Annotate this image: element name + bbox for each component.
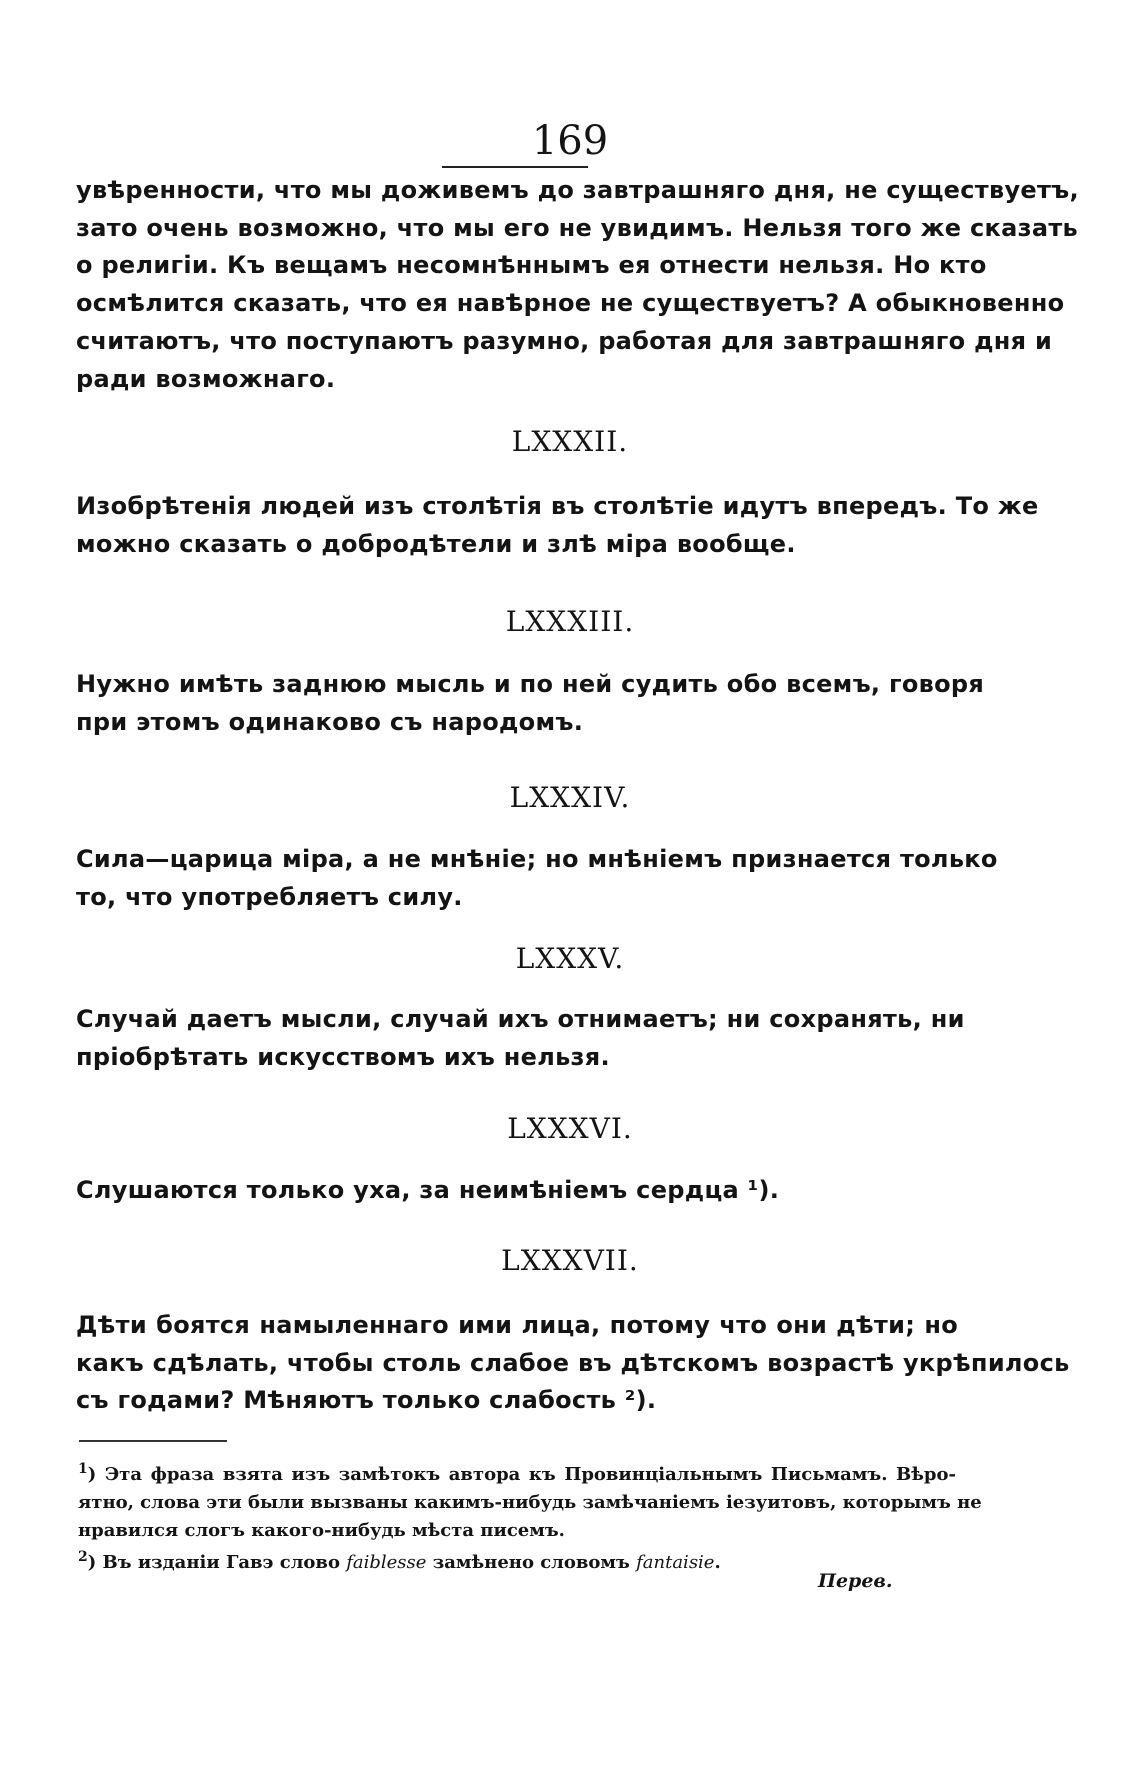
text-line: осмѣлится сказать, что ея навѣрное не существуетъ? А обыкновенно xyxy=(76,289,1065,318)
section-paragraph xyxy=(76,841,998,916)
footnote-line xyxy=(78,1455,956,1489)
section-heading: LXXXII. xyxy=(511,425,629,458)
footnote-rule xyxy=(79,1440,227,1442)
section-paragraph xyxy=(76,1001,965,1076)
footnote-marker: 1 xyxy=(78,1461,88,1477)
footnote-text: замѣнено словомъ xyxy=(426,1552,637,1573)
section-paragraph xyxy=(76,1172,958,1210)
footnote-italic-word: faiblesse xyxy=(346,1552,427,1573)
text-line: Слушаются только уха, за неимѣніемъ сердца ¹). xyxy=(76,1176,780,1204)
text-line: Сила—царица міра, а не мнѣніе; но мнѣніемъ признается только xyxy=(76,845,998,873)
text-line: зато очень возможно, что мы его не увидимъ. Нельзя того же сказать xyxy=(76,213,1079,242)
text-line: считаютъ, что поступаютъ разумно, работая для завтрашняго дня и xyxy=(76,326,1053,355)
footnote-text: . xyxy=(714,1552,721,1573)
footnote-text: ) Эта фраза взята изъ замѣтокъ автора къ Провинціальнымъ Письмамъ. Вѣро- xyxy=(87,1464,956,1485)
translator-signature: Перев. xyxy=(818,1570,893,1592)
intro-paragraph xyxy=(76,172,1079,398)
text-line: Нужно имѣть заднюю мысль и по ней судить обо всемъ, говоря xyxy=(76,670,985,698)
text-line: увѣренности, что мы доживемъ до завтрашняго дня, не существуетъ, xyxy=(76,176,1079,204)
text-line: ради возможнаго. xyxy=(76,364,336,393)
text-line: можно сказать о добродѣтели и злѣ міра вообще. xyxy=(76,529,796,558)
footnote-line: нравился слогъ какого-нибудь мѣста писемъ. xyxy=(78,1520,565,1541)
text-line: какъ сдѣлать, чтобы столь слабое въ дѣтскомъ возрастѣ укрѣпилось xyxy=(76,1348,1070,1377)
text-line: съ годами? Мѣняютъ только слабость ²). xyxy=(76,1386,657,1415)
page-number: 169 xyxy=(531,118,609,164)
section-paragraph xyxy=(76,1307,1070,1420)
section-heading: LXXXIV. xyxy=(509,781,631,814)
section-heading: LXXXVII. xyxy=(501,1244,639,1277)
footnote-text: ) Въ изданіи Гавэ слово xyxy=(87,1552,347,1573)
text-line: Изобрѣтенія людей изъ столѣтія въ столѣтіе идутъ впередъ. То же xyxy=(76,492,1039,520)
text-line: Случай даетъ мысли, случай ихъ отнимаетъ; ни сохранять, ни xyxy=(76,1005,965,1033)
footnote-italic-word: fantaisie xyxy=(636,1552,715,1573)
footnote-marker: 2 xyxy=(78,1549,88,1565)
text-line: о религіи. Къ вещамъ несомнѣннымъ ея отнести нельзя. Но кто xyxy=(76,251,987,280)
text-line: пріобрѣтать искусствомъ ихъ нельзя. xyxy=(76,1042,610,1071)
footnote-1 xyxy=(78,1455,982,1545)
text-line: при этомъ одинаково съ народомъ. xyxy=(76,707,584,736)
section-heading: LXXXV. xyxy=(515,942,625,975)
footnote-line: ятно, слова эти были вызваны какимъ-нибудь замѣчаніемъ іезуитовъ, которымъ не xyxy=(78,1492,982,1513)
text-line: то, что употребляетъ силу. xyxy=(76,882,463,911)
section-heading: LXXXVI. xyxy=(507,1112,633,1145)
section-paragraph xyxy=(76,488,1039,563)
section-heading: LXXXIII. xyxy=(505,605,635,638)
section-paragraph xyxy=(76,666,985,741)
page-number-rule xyxy=(442,166,588,168)
text-line: Дѣти боятся намыленнаго ими лица, потому что они дѣти; но xyxy=(76,1311,958,1339)
